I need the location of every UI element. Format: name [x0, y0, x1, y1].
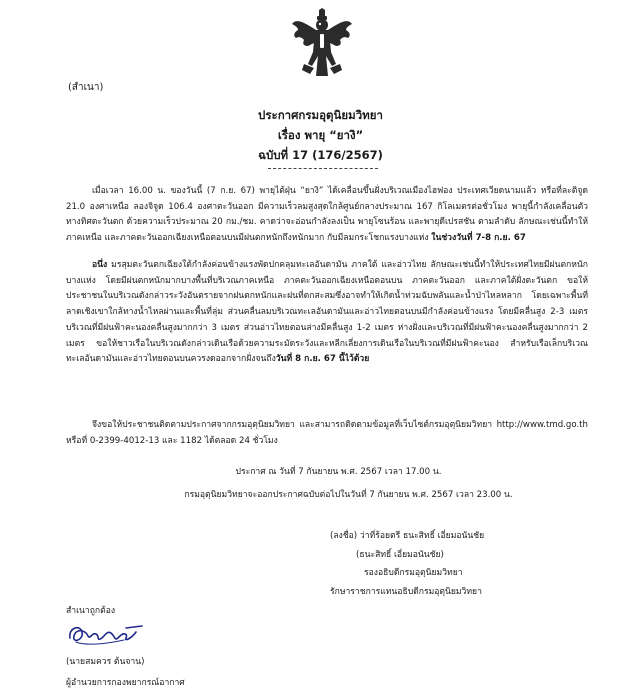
- paragraph-follow-updates: จึงขอให้ประชาชนติดตามประกาศจากกรมอุตุนิยมวิทยา และสามารถติดตามข้อมูลที่เว็บไซต์กรมอุตุนิยมวิทยา http://www.tmd.go.th หรือที่ 0-2399-4012-13 และ 1182 ได้ตลอด 24 ชั่วโมง: [66, 420, 588, 446]
- handwritten-signature-icon: [66, 618, 146, 650]
- document-subject: เรื่อง พายุ “ยางิ”: [277, 128, 364, 142]
- paragraph-storm-landfall: [66, 184, 588, 247]
- announced-date: ประกาศ ณ วันที่ 7 กันยายน พ.ศ. 2567 เวลา 17.00 น.: [235, 467, 442, 477]
- signatory-acting: รักษาราชการแทนอธิบดีกรมอุตุนิยมวิทยา: [330, 586, 482, 597]
- signed-line: (ลงชื่อ) ว่าที่ร้อยตรี ธนะสิทธิ์ เอี่ยมอนันชัย: [330, 531, 485, 541]
- signatory-block: [330, 527, 570, 601]
- paragraph-2-bold-lead: อนึ่ง: [92, 260, 108, 270]
- paragraph-1-bold-tail: ในช่วงวันที่ 7-8 ก.ย. 67: [431, 233, 526, 244]
- signatory-name: (ธนะสิทธิ์ เอี่ยมอนันชัย): [356, 549, 444, 560]
- paragraph-monsoon-warning: [66, 258, 588, 368]
- true-copy-label: สำเนาถูกต้อง: [66, 606, 116, 616]
- paragraph-2-bold-tail: วันที่ 8 ก.ย. 67 นี้ไว้ด้วย: [275, 354, 370, 365]
- next-issue-note: กรมอุตุนิยมวิทยาจะออกประกาศฉบับต่อไปในวันที่ 7 กันยายน พ.ศ. 2567 เวลา 23.00 น.: [184, 490, 513, 500]
- paragraph-2-text: มรสุมตะวันตกเฉียงใต้กำลังค่อนข้างแรงพัดปกคลุมทะเลอันดามัน ภาคใต้ และอ่าวไทย ลักษณะเช่นนี้ทำให้ประเทศไทยมีฝนตกหนักบางแห่ง โดยมีฝนตกหนักมากบางพื้นที่บริเวณภาคเหนือ ภาคตะวันออกเฉียงเหนือตอนบน ภาคตะวันออก และภาคใต้ฝั่งตะวันตก ขอให้ประชาชนในบริเวณดังกล่าวระวังอันตรายจากฝนตกหนักและฝนที่ตกสะสมซึ่งอาจทำให้เกิดน้ำท่วมฉับพลันและน้ำป่าไหลหลาก โดยเฉพาะพื้นที่ลาดเชิงเขาใกล้ทางน้ำไหลผ่านและพื้นที่ลุ่ม ส่วนคลื่นลมบริเวณทะเลอันดามันและอ่าวไทยตอนบนมีกำลังค่อนข้างแรง โดยมีคลื่นสูง 2-3 เมตร บริเวณที่มีฝนฟ้าคะนองคลื่นสูงมากกว่า 3 เมตร ส่วนอ่าวไทยตอนล่างมีคลื่นสูง 1-2 เมตร ห่างฝั่งและบริเวณที่มีฝนฟ้าคะนองคลื่นสูงมากกว่า 2 เมตร ขอให้ชาวเรือในบริเวณดังกล่าวเดินเรือด้วยความระมัดระวังและหลีกเลี่ยงการเดินเรือในบริเวณที่มีฝนฟ้าคะนอง สำหรับเรือเล็กบริเวณทะเลอันดามันและอ่าวไทยตอนบนควรงดออกจากฝั่งจนถึง: [66, 260, 588, 365]
- garuda-emblem-icon: [290, 8, 354, 78]
- document-title: ประกาศกรมอุตุนิยมวิทยา: [258, 108, 383, 122]
- copy-mark: (สำเนา): [68, 82, 104, 93]
- certifier-name: (นายสมควร ต้นจาน): [66, 657, 145, 667]
- issue-number: ฉบับที่ 17 (176/2567): [258, 148, 383, 162]
- paragraph-1-text: เมื่อเวลา 16.00 น. ของวันนี้ (7 ก.ย. 67) พายุไต้ฝุ่น “ยางิ” ได้เคลื่อนขึ้นฝั่งบริเวณเมืองไฮฟอง ประเทศเวียดนามแล้ว หรือที่ละติจูด 21.0 องศาเหนือ ลองจิจูด 106.4 องศาตะวันออก มีความเร็วลมสูงสุดใกล้ศูนย์กลางประมาณ 167 กิโลเมตรต่อชั่วโมง พายุนี้กำลังเคลื่อนตัวทางทิศตะวันตก ด้วยความเร็วประมาณ 20 กม./ชม. คาดว่าจะอ่อนกำลังลงเป็น พายุโซนร้อน และพายุดีเปรสชัน ตามลำดับ ลักษณะเช่นนี้ทำให้ภาคเหนือ และภาคตะวันออกเฉียงเหนือตอนบนมีฝนตกหนักถึงหนักมาก กับมีลมกระโชกแรงบางแห่ง: [66, 186, 588, 244]
- title-divider: [268, 168, 378, 169]
- certifier-title: ผู้อำนวยการกองพยากรณ์อากาศ: [66, 678, 185, 688]
- signatory-position: รองอธิบดีกรมอุตุนิยมวิทยา: [364, 568, 463, 578]
